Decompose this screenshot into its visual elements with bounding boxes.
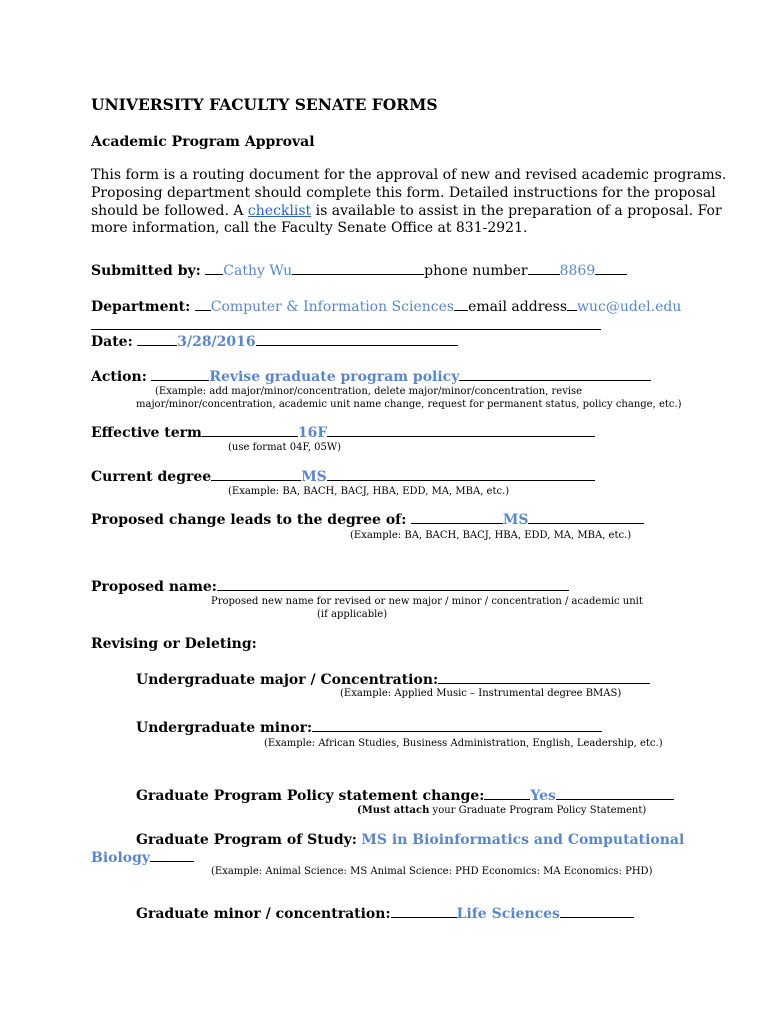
proposed-degree-hint: (Example: BA, BACH, BACJ, HBA, EDD, MA, MBA, etc.) [350, 530, 632, 541]
proposed-name-hint-2: (if applicable) [317, 609, 388, 620]
proposed-degree-value[interactable]: MS [502, 512, 529, 528]
underline [454, 309, 468, 311]
underline [256, 344, 458, 346]
proposed-degree-label: Proposed change leads to the degree of: [91, 512, 407, 528]
underline [391, 916, 457, 918]
underline [556, 798, 674, 800]
underline [211, 479, 301, 481]
intro-line-3 [91, 203, 722, 219]
policy-hint-bold: (Must attach [357, 805, 430, 816]
program-study-row-2 [91, 850, 194, 866]
underline [411, 522, 503, 524]
page-title: UNIVERSITY FACULTY SENATE FORMS [91, 95, 438, 114]
grad-minor-value[interactable]: Life Sciences [456, 906, 560, 922]
ug-major-label: Undergraduate major / Concentration: [136, 672, 439, 688]
underline [150, 860, 194, 862]
checklist-link[interactable]: checklist [247, 203, 312, 219]
email-value[interactable]: wuc@udel.edu [577, 299, 682, 315]
program-study-hint: (Example: Animal Science: MS Animal Science: PHD Economics: MA Economics: PHD) [211, 866, 653, 877]
intro-line-4: more information, call the Faculty Senate Office at 831-2921. [91, 220, 528, 236]
phone-value[interactable]: 8869 [559, 263, 596, 279]
underline [137, 344, 177, 346]
current-degree-label: Current degree [91, 469, 212, 485]
effective-value[interactable]: 16F [297, 425, 328, 441]
underline [528, 522, 644, 524]
date-row [91, 334, 458, 350]
underline [567, 309, 577, 311]
intro-text: should be followed. A [91, 203, 248, 219]
phone-label: phone number [424, 263, 528, 279]
proposed-degree-row [91, 512, 644, 528]
date-value[interactable]: 3/28/2016 [177, 334, 256, 350]
underline [292, 273, 424, 275]
policy-hint-rest: your Graduate Program Policy Statement) [429, 805, 647, 816]
policy-change-hint [357, 805, 646, 816]
program-study-value-2[interactable]: Biology [91, 850, 151, 866]
ug-minor-row [136, 720, 602, 736]
intro-line-1: This form is a routing document for the approval of new and revised academic programs. [91, 167, 727, 183]
effective-row [91, 425, 595, 441]
policy-change-row [136, 788, 674, 804]
current-degree-hint: (Example: BA, BACH, BACJ, HBA, EDD, MA, MBA, etc.) [228, 486, 510, 497]
current-degree-row [91, 469, 595, 485]
department-underline [91, 329, 601, 330]
proposed-name-hint-1: Proposed new name for revised or new major / minor / concentration / academic unit [211, 596, 643, 607]
underline [595, 273, 627, 275]
policy-change-value[interactable]: Yes [530, 788, 556, 804]
grad-minor-row [136, 906, 634, 922]
program-study-label: Graduate Program of Study: [136, 832, 357, 848]
underline [528, 273, 560, 275]
department-value[interactable]: Computer & Information Sciences [210, 299, 455, 315]
policy-change-label: Graduate Program Policy statement change: [136, 788, 485, 804]
proposed-name-row [91, 579, 569, 595]
page-subtitle: Academic Program Approval [91, 134, 315, 150]
ug-minor-label: Undergraduate minor: [136, 720, 313, 736]
underline [459, 379, 651, 381]
underline [484, 798, 530, 800]
ug-minor-hint: (Example: African Studies, Business Administration, English, Leadership, etc.) [264, 738, 663, 749]
underline [151, 379, 209, 381]
proposed-name-field[interactable] [217, 589, 569, 591]
program-study-value-1[interactable]: MS in Bioinformatics and Computational [361, 832, 685, 848]
ug-minor-field[interactable] [312, 730, 602, 732]
submitted-row [91, 263, 627, 279]
intro-line-2: Proposing department should complete this form. Detailed instructions for the proposal [91, 185, 716, 201]
action-hint-1: (Example: add major/minor/concentration, delete major/minor/concentration, revise [155, 386, 583, 397]
submitted-value[interactable]: Cathy Wu [223, 263, 293, 279]
department-row [91, 299, 681, 315]
effective-label: Effective term [91, 425, 202, 441]
underline [205, 273, 223, 275]
intro-text: is available to assist in the preparation of a proposal. For [311, 203, 722, 219]
ug-major-row [136, 672, 650, 688]
date-label: Date: [91, 334, 133, 350]
program-study-row [136, 832, 684, 848]
underline [202, 435, 298, 437]
email-label: email address [468, 299, 568, 315]
effective-hint: (use format 04F, 05W) [228, 442, 342, 453]
revising-heading: Revising or Deleting: [91, 636, 257, 652]
department-label: Department: [91, 299, 191, 315]
proposed-name-label: Proposed name: [91, 579, 217, 595]
underline [195, 309, 211, 311]
underline [327, 479, 595, 481]
action-value[interactable]: Revise graduate program policy [209, 369, 460, 385]
ug-major-field[interactable] [438, 682, 650, 684]
underline [327, 435, 595, 437]
action-hint-2: major/minor/concentration, academic unit name change, request for permanent status, policy change, etc.) [136, 399, 682, 410]
submitted-label: Submitted by: [91, 263, 201, 279]
current-degree-value[interactable]: MS [301, 469, 327, 485]
grad-minor-label: Graduate minor / concentration: [136, 906, 391, 922]
action-row [91, 369, 651, 385]
ug-major-hint: (Example: Applied Music – Instrumental degree BMAS) [340, 688, 622, 699]
action-label: Action: [91, 369, 147, 385]
underline [560, 916, 634, 918]
